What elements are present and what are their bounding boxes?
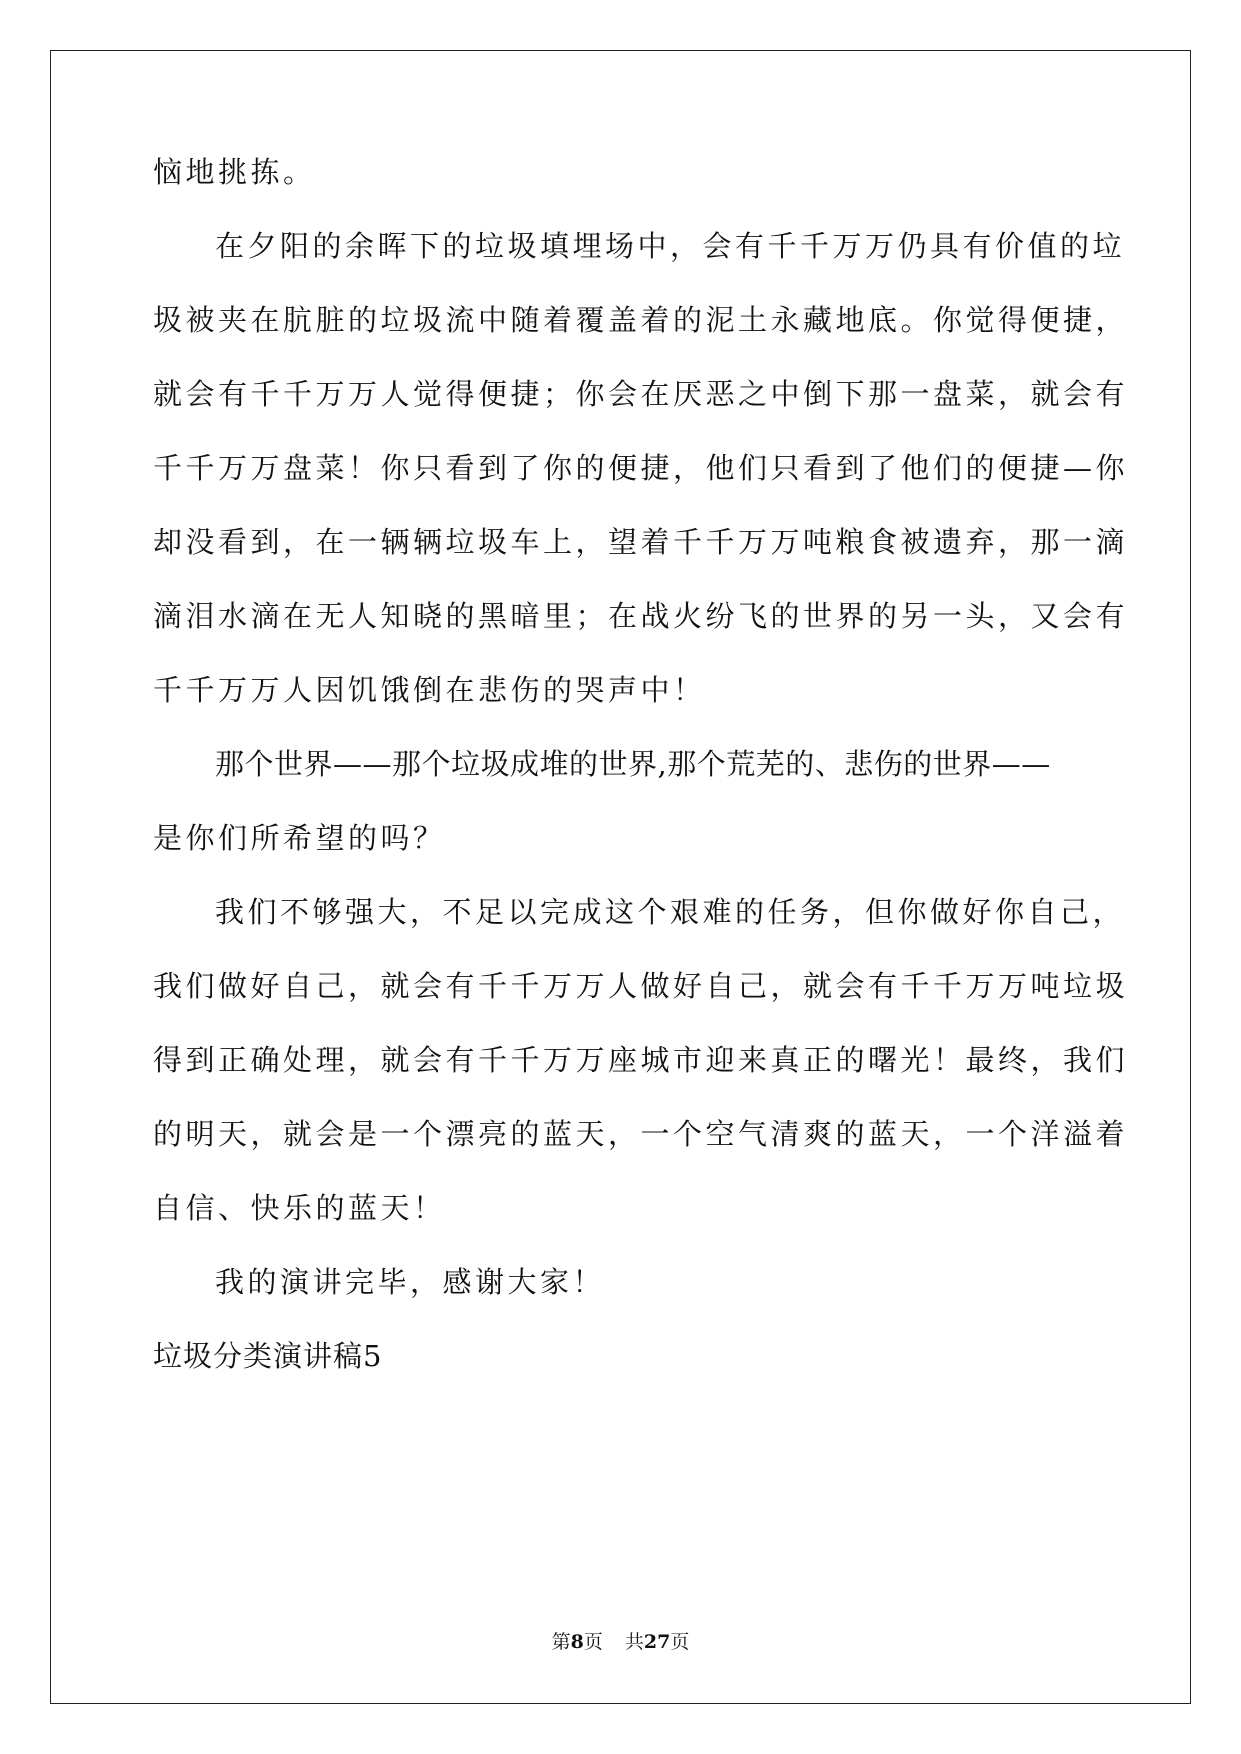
- text-line-8: 千千万万人因饥饿倒在悲伤的哭声中！: [153, 673, 706, 707]
- text-line-10: 是你们所希望的吗？: [153, 821, 446, 855]
- footer-total-pages: 27: [643, 1631, 671, 1653]
- text-line-3: 圾被夹在肮脏的垃圾流中随着覆盖着的泥土永藏地底。你觉得便捷，: [153, 303, 1129, 337]
- footer-page-prefix: 第: [551, 1631, 571, 1653]
- text-line-14: 的明天，就会是一个漂亮的蓝天，一个空气清爽的蓝天，一个洋溢着: [153, 1117, 1129, 1151]
- text-line-11: 我们不够强大，不足以完成这个艰难的任务，但你做好你自己，: [215, 895, 1126, 929]
- footer-total-prefix: 共: [624, 1631, 644, 1653]
- footer-total-suffix: 页: [670, 1631, 690, 1653]
- text-line-7: 滴泪水滴在无人知晓的黑暗里；在战火纷飞的世界的另一头，又会有: [153, 599, 1129, 633]
- text-line-13: 得到正确处理，就会有千千万万座城市迎来真正的曙光！最终，我们: [153, 1043, 1129, 1077]
- page-footer: [0, 1630, 1241, 1654]
- text-line-16: 我的演讲完毕，感谢大家！: [215, 1265, 606, 1299]
- text-line-9: 那个世界——那个垃圾成堆的世界,那个荒芜的、悲伤的世界——: [215, 747, 1051, 781]
- text-line-15: 自信、快乐的蓝天！: [153, 1191, 446, 1225]
- section-heading: 垃圾分类演讲稿5: [153, 1339, 383, 1373]
- text-line-2: 在夕阳的余晖下的垃圾填埋场中，会有千千万万仍具有价值的垃: [215, 229, 1126, 263]
- text-line-6: 却没看到，在一辆辆垃圾车上，望着千千万万吨粮食被遗弃，那一滴: [153, 525, 1129, 559]
- text-line-4: 就会有千千万万人觉得便捷；你会在厌恶之中倒下那一盘菜，就会有: [153, 377, 1129, 411]
- text-line-1: 恼地挑拣。: [153, 155, 316, 189]
- page-border: [50, 50, 1191, 1704]
- footer-page-suffix: 页: [583, 1631, 603, 1653]
- text-line-12: 我们做好自己，就会有千千万万人做好自己，就会有千千万万吨垃圾: [153, 969, 1129, 1003]
- footer-page-number: 8: [570, 1631, 584, 1653]
- text-line-5: 千千万万盘菜！你只看到了你的便捷，他们只看到了他们的便捷—你: [153, 451, 1129, 485]
